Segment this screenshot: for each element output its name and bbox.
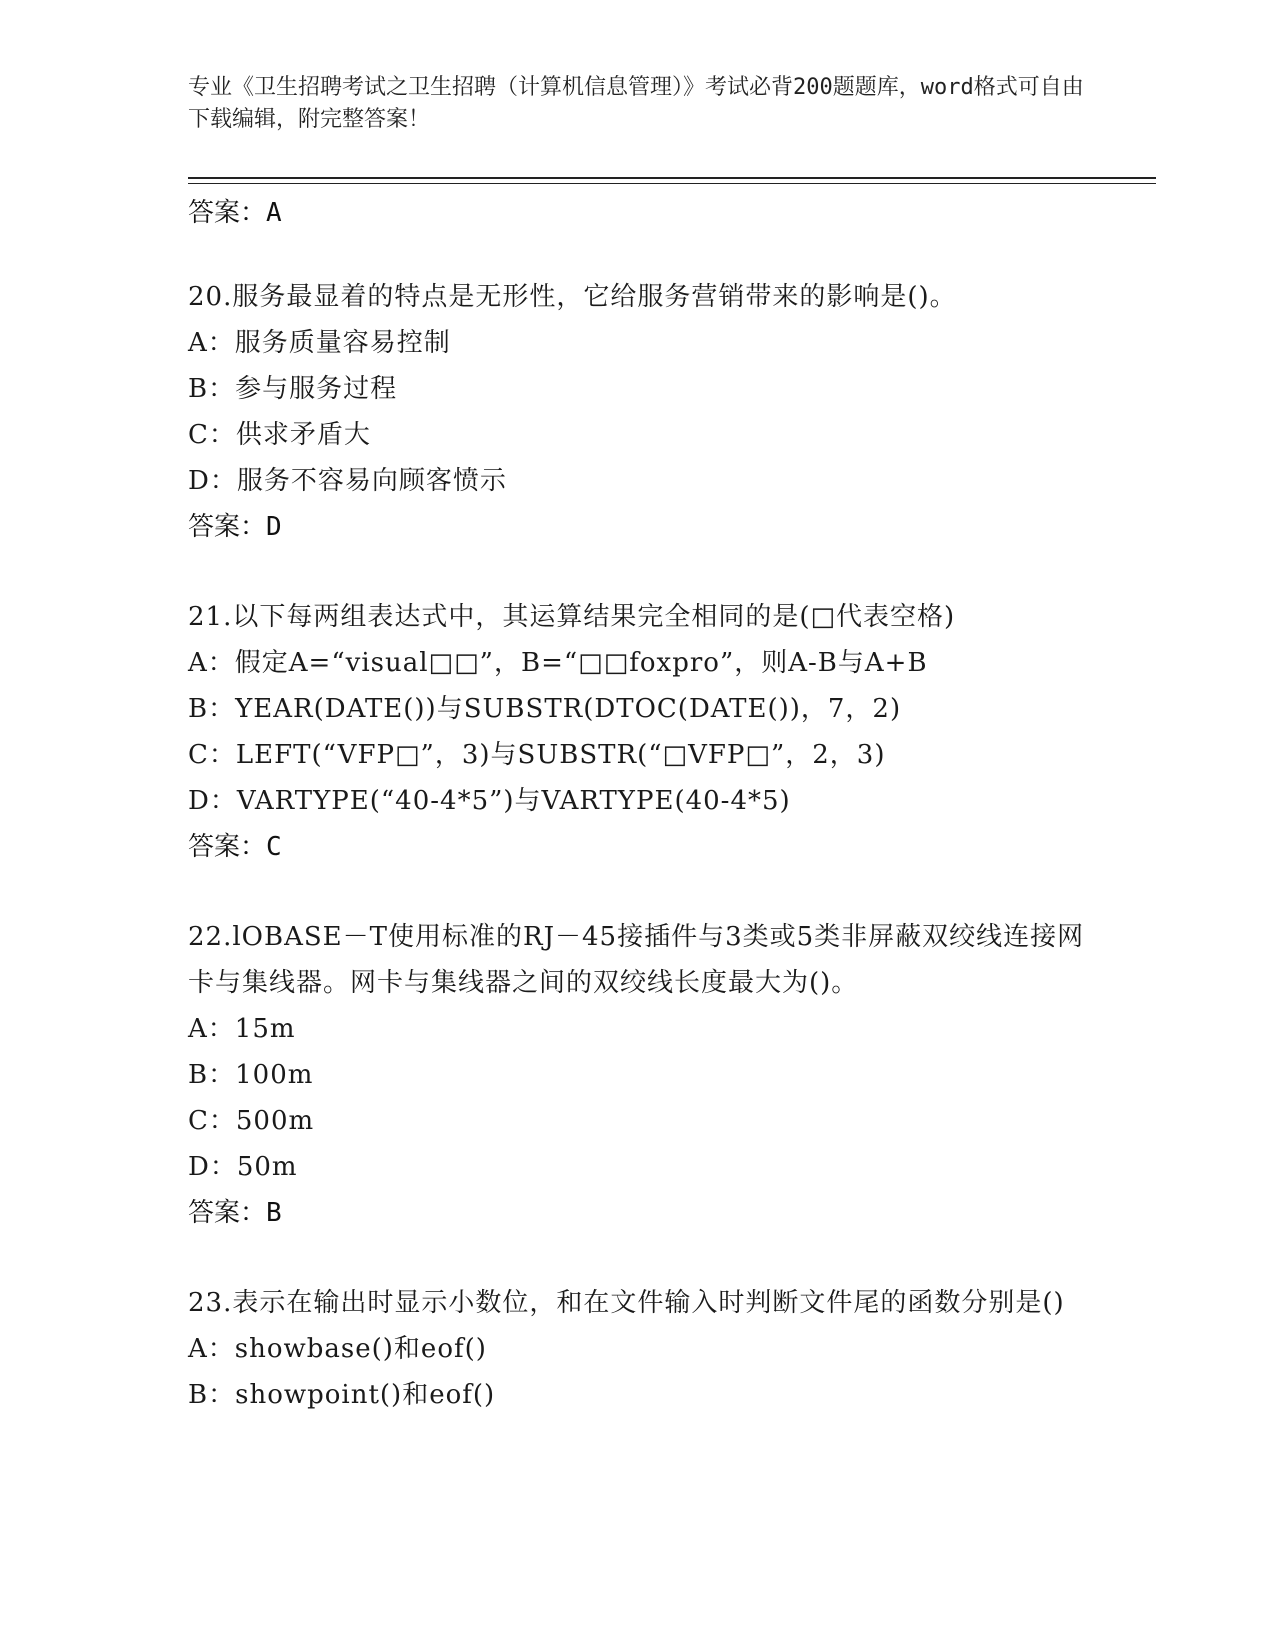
option-d: D：服务不容易向顾客愤示 [188,466,507,496]
question-stem: 23.表示在输出时显示小数位，和在文件输入时判断文件尾的函数分别是() [188,1288,1065,1318]
option-c: C：500m [188,1106,315,1136]
spacer [188,236,1088,274]
option-d: D：50m [188,1152,298,1182]
question-block [188,594,1088,870]
document-header: 专业《卫生招聘考试之卫生招聘（计算机信息管理）》考试必背200题题库，word格式可自由下载编辑，附完整答案！ [188,75,1084,132]
option-d: D：VARTYPE(“40-4*5”)与VARTYPE(40-4*5) [188,786,791,816]
option-c: C：供求矛盾大 [188,420,371,450]
answer-line: 答案：C [188,832,282,862]
question-block [188,914,1088,1236]
question-stem: 20.服务最显着的特点是无形性，它给服务营销带来的影响是()。 [188,282,957,312]
option-b: B：YEAR(DATE())与SUBSTR(DTOC(DATE())，7，2) [188,694,902,724]
option-b: B：100m [188,1060,314,1090]
answer-line: 答案：A [188,198,282,228]
option-b: B：参与服务过程 [188,374,398,404]
answer-line: 答案：D [188,512,282,542]
question-stem: 22.lOBASE－T使用标准的RJ－45接插件与3类或5类非屏蔽双绞线连接网卡与集线器。网卡与集线器之间的双绞线长度最大为()。 [188,922,1085,998]
option-a: A：假定A=“visual□□”，B=“□□foxpro”，则A-B与A+B [188,648,928,678]
header-divider-thin [188,183,1156,184]
option-a: A：showbase()和eof() [188,1334,487,1364]
option-c: C：LEFT(“VFP□”，3)与SUBSTR(“□VFP□”，2，3) [188,740,886,770]
answer-line: 答案：B [188,1198,282,1228]
spacer [188,550,1088,594]
header-divider-thick [188,177,1156,179]
option-b: B：showpoint()和eof() [188,1380,496,1410]
option-a: A：15m [188,1014,296,1044]
question-block [188,1280,1088,1418]
question-list [188,190,1088,1418]
spacer [188,870,1088,914]
question-block [188,274,1088,550]
spacer [188,1236,1088,1280]
option-a: A：服务质量容易控制 [188,328,451,358]
question-stem: 21.以下每两组表达式中，其运算结果完全相同的是(□代表空格) [188,602,956,632]
